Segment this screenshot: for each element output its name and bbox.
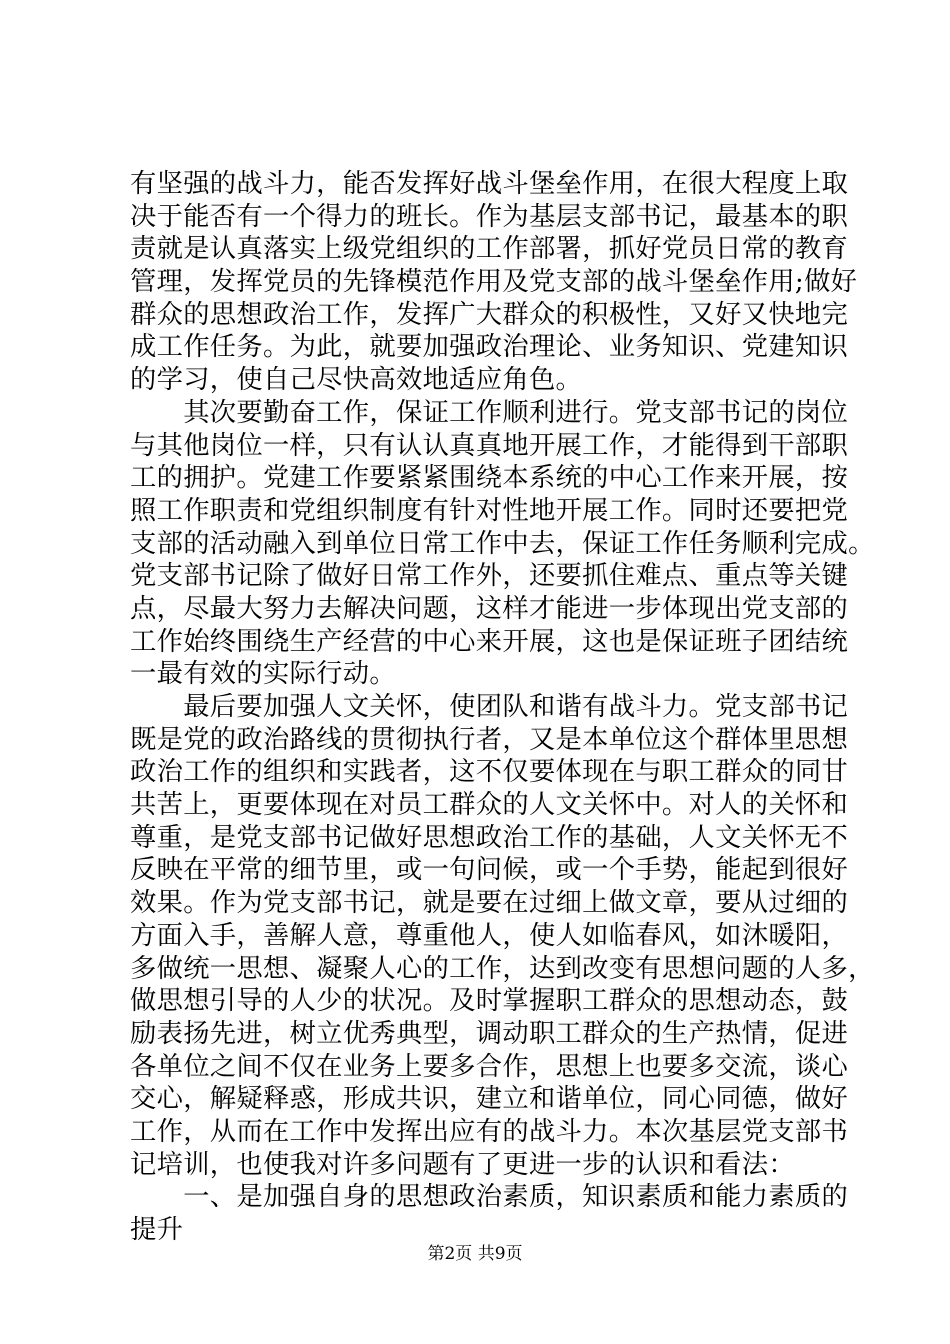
text-line: 责就是认真落实上级党组织的工作部署，抓好党员日常的教育 (130, 234, 849, 265)
text-line: 一、是加强自身的思想政治素质，知识素质和能力素质的 (130, 1182, 849, 1213)
text-line: 有坚强的战斗力，能否发挥好战斗堡垒作用，在很大程度上取 (130, 169, 849, 199)
text-line: 群众的思想政治工作，发挥广大群众的积极性，又好又快地完 (130, 299, 849, 330)
text-line: 反映在平常的细节里，或一句问候，或一个手势，能起到很好 (130, 855, 849, 886)
text-line: 工作始终围绕生产经营的中心来开展，这也是保证班子团结统 (130, 626, 849, 657)
text-line: 管理，发挥党员的先锋模范作用及党支部的战斗堡垒作用;做好 (130, 267, 858, 298)
text-line: 既是党的政治路线的贯彻执行者，又是本单位这个群体里思想 (130, 724, 849, 755)
text-line: 做思想引导的人少的状况。及时掌握职工群众的思想动态，鼓 (130, 986, 849, 1017)
text-line: 一最有效的实际行动。 (130, 659, 396, 690)
text-line: 效果。作为党支部书记，就是要在过细上做文章，要从过细的 (130, 888, 849, 919)
text-line: 最后要加强人文关怀，使团队和谐有战斗力。党支部书记 (130, 692, 849, 722)
text-line: 工作，从而在工作中发挥出应有的战斗力。本次基层党支部书 (130, 1116, 849, 1147)
text-line: 决于能否有一个得力的班长。作为基层支部书记，最基本的职 (130, 201, 849, 232)
text-line: 记培训，也使我对许多问题有了更进一步的认识和看法： (130, 1149, 795, 1180)
text-line: 尊重，是党支部书记做好思想政治工作的基础，人文关怀无不 (130, 822, 849, 853)
text-line: 政治工作的组织和实践者，这不仅要体现在与职工群众的同甘 (130, 757, 849, 788)
text-line: 方面入手，善解人意，尊重他人，使人如临春风，如沐暖阳， (130, 920, 849, 951)
text-line: 各单位之间不仅在业务上要多合作，思想上也要多交流，谈心 (130, 1051, 849, 1082)
text-line: 的学习，使自己尽快高效地适应角色。 (130, 365, 583, 396)
text-line: 党支部书记除了做好日常工作外，还要抓住难点、重点等关键 (130, 561, 849, 592)
text-line: 工的拥护。党建工作要紧紧围绕本系统的中心工作来开展，按 (130, 463, 849, 494)
text-line: 支部的活动融入到单位日常工作中去，保证工作任务顺利完成。 (130, 528, 875, 559)
text-line: 其次要勤奋工作，保证工作顺利进行。党支部书记的岗位 (130, 397, 849, 428)
text-line: 与其他岗位一样，只有认认真真地开展工作，才能得到干部职 (130, 430, 849, 461)
page-footer: 第2页 共9页 (427, 1244, 523, 1264)
text-line: 多做统一思想、凝聚人心的工作，达到改变有思想问题的人多， (130, 953, 875, 984)
text-line: 照工作职责和党组织制度有针对性地开展工作。同时还要把党 (130, 495, 849, 526)
document-body (130, 168, 875, 1247)
text-line: 点，尽最大努力去解决问题，这样才能进一步体现出党支部的 (130, 593, 849, 624)
text-line: 提升 (130, 1215, 184, 1245)
text-line: 交心，解疑释惑，形成共识，建立和谐单位，同心同德，做好 (130, 1084, 849, 1115)
text-line: 成工作任务。为此，就要加强政治理论、业务知识、党建知识 (130, 332, 849, 363)
text-line: 励表扬先进，树立优秀典型，调动职工群众的生产热情，促进 (130, 1018, 849, 1049)
text-line: 共苦上，更要体现在对员工群众的人文关怀中。对人的关怀和 (130, 790, 849, 821)
